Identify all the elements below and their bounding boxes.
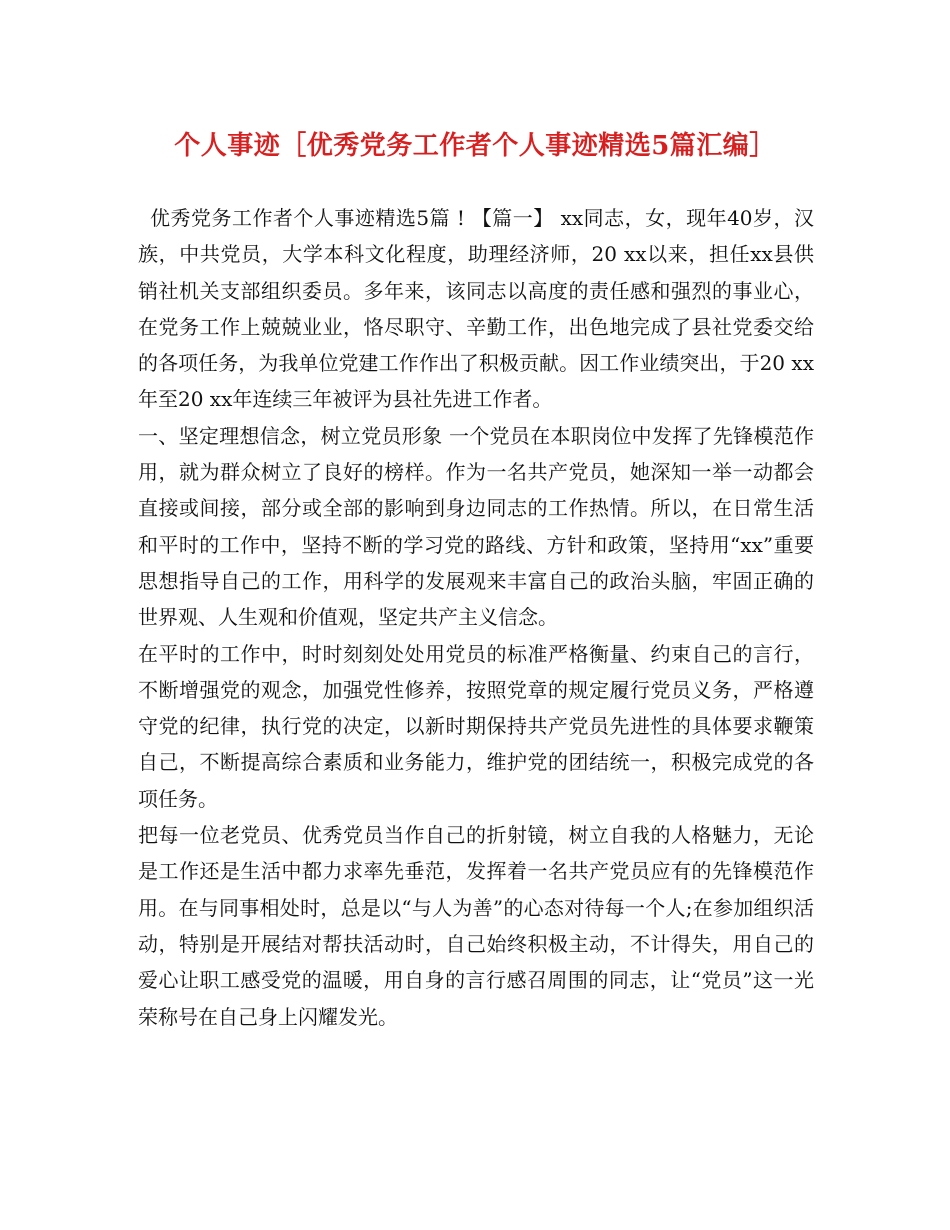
- document-body: [138, 200, 814, 1035]
- paragraph-role-model: 把每一位老党员、优秀党员当作自己的折射镜，树立自我的人格魅力，无论是工作还是生活中都力求率先垂范，发挥着一名共产党员应有的先锋模范作用。在与同事相处时，总是以“与人为善”的心态对待每一个人;在参加组织活动，特别是开展结对帮扶活动时，自己始终积极主动，不计得失，用自己的爱心让职工感受党的温暖，用自身的言行感召周围的同志，让“党员”这一光荣称号在自己身上闪耀发光。: [138, 823, 814, 1029]
- document-title: 个人事迹［优秀党务工作者个人事迹精选5篇汇编］: [174, 131, 776, 161]
- paragraph-daily-work: 在平时的工作中，时时刻刻处处用党员的标准严格衡量、约束自己的言行，不断增强党的观念，加强党性修养，按照党章的规定履行党员义务，严格遵守党的纪律，执行党的决定，以新时期保持共产党员先进性的具体要求鞭策自己，不断提高综合素质和业务能力，维护党的团结统一，积极完成党的各项任务。: [138, 641, 814, 811]
- paragraph-intro: 优秀党务工作者个人事迹精选5篇 ! 【篇一】 xx同志，女，现年40岁，汉族，中共党员，大学本科文化程度，助理经济师，20 xx以来，担任xx县供销社机关支部组织委员。多年来，该同志以高度的责任感和强烈的事业心，在党务工作上兢兢业业，恪尽职守、辛勤工作，出色地完成了县社党委交给的各项任务，为我单位党建工作作出了积极贡献。因工作业绩突出，于20 xx年至20 xx年连续三年被评为县社先进工作者。: [138, 206, 814, 412]
- paragraph-section-one: 一、坚定理想信念，树立党员形象 一个党员在本职岗位中发挥了先锋模范作用，就为群众树立了良好的榜样。作为一名共产党员，她深知一举一动都会直接或间接，部分或全部的影响到身边同志的工作热情。所以，在日常生活和平时的工作中，坚持不断的学习党的路线、方针和政策，坚持用“xx”重要思想指导自己的工作，用科学的发展观来丰富自己的政治头脑，牢固正确的世界观、人生观和价值观，坚定共产主义信念。: [138, 423, 814, 630]
